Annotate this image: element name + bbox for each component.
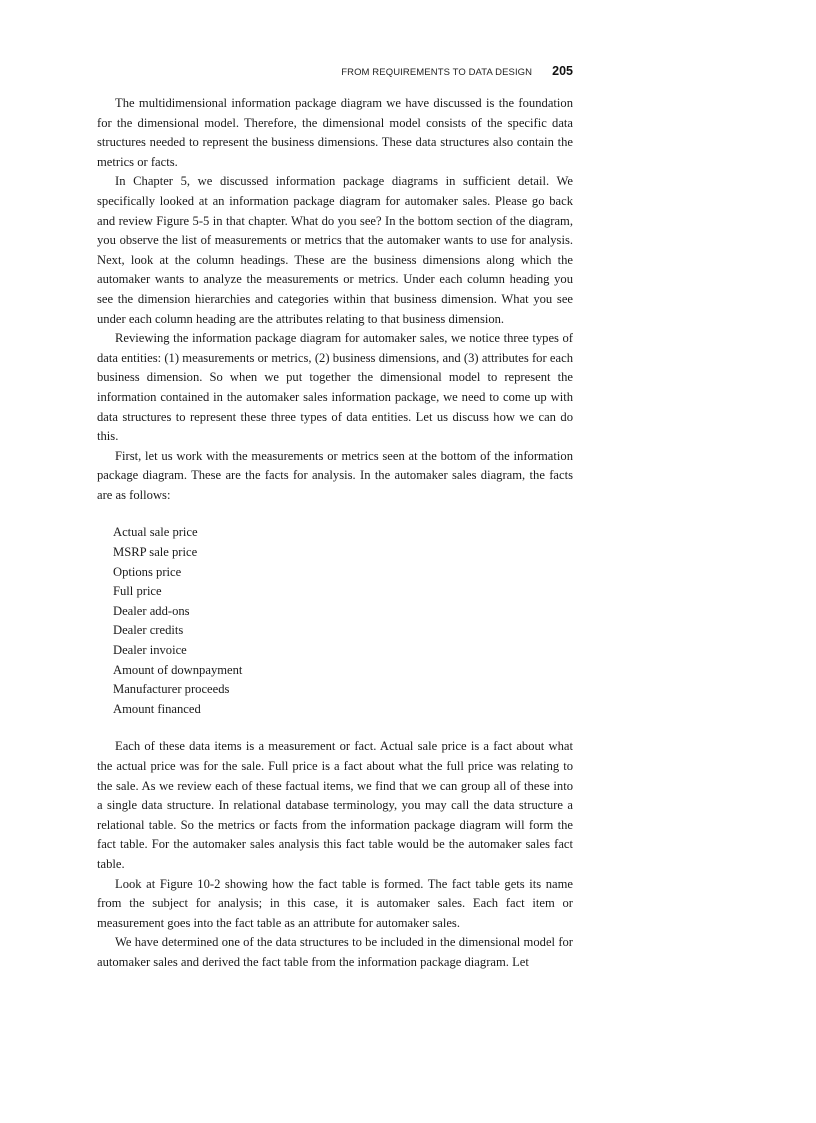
list-item: Dealer invoice [113,643,187,658]
paragraph: Look at Figure 10-2 showing how the fact table is formed. The fact table gets its name from the subject for analysis; in this case, it is automaker sales. Each fact item or measurement goes into the fact table as an attribute for automaker sales. [97,876,573,930]
page-number: 205 [552,64,573,78]
running-title: FROM REQUIREMENTS TO DATA DESIGN [341,67,533,78]
list-item: Options price [113,564,182,579]
list-item: Actual sale price [113,525,198,540]
list-item: Amount financed [113,701,201,716]
paragraph: The multidimensional information package diagram we have discussed is the foundation for the dimensional model. Therefore, the dimensional model consists of the specific data structures needed to represent the business dimensions. These data structures also contain the metrics or facts. [97,96,573,169]
paragraph: First, let us work with the measurements or metrics seen at the bottom of the information package diagram. These are the facts for analysis. In the automaker sales diagram, the facts are as follows: [97,448,573,502]
list-item: Dealer add-ons [113,603,190,618]
paragraph: Reviewing the information package diagram for automaker sales, we notice three types of data entities: (1) measurements or metrics, (2) business dimensions, and (3) attributes for each business dimension. So when we put together the dimensional model to represent the information contained in the automaker sales information package, we need to come up with data structures to represent these three types of data entities. Let us discuss how we can do this. [97,331,573,444]
list-item: Dealer credits [113,623,184,638]
list-item: Manufacturer proceeds [113,682,230,697]
list-item: Full price [113,584,162,599]
body-text [97,94,573,973]
facts-list [113,523,573,719]
list-item: MSRP sale price [113,545,198,560]
paragraph: Each of these data items is a measurement or fact. Actual sale price is a fact about what the actual price was for the sale. Full price is a fact about what the full price was relating to the sale. As we review each of these factual items, we find that we can group all of these into a single data structure. In relational database terminology, you may call the data structure a relational table. So the metrics or facts from the information package diagram will form the fact table. For the automaker sales analysis this fact table would be the automaker sales fact table. [97,739,573,871]
paragraph: We have determined one of the data structures to be included in the dimensional model for automaker sales and derived the fact table from the information package diagram. Let [97,935,573,969]
list-item: Amount of downpayment [113,662,243,677]
running-header [97,64,573,78]
paragraph: In Chapter 5, we discussed information package diagrams in sufficient detail. We specifically looked at an information package diagram for automaker sales. Please go back and review Figure 5-5 in that chapter. What do you see? In the bottom section of the diagram, you observe the list of measurements or metrics that the automaker wants to use for analysis. Next, look at the column headings. These are the business dimensions along which the automaker wants to analyze the measurements or metrics. Under each column heading you see the dimension hierarchies and categories within that business dimension. What you see under each column heading are the attributes relating to that business dimension. [97,174,573,326]
